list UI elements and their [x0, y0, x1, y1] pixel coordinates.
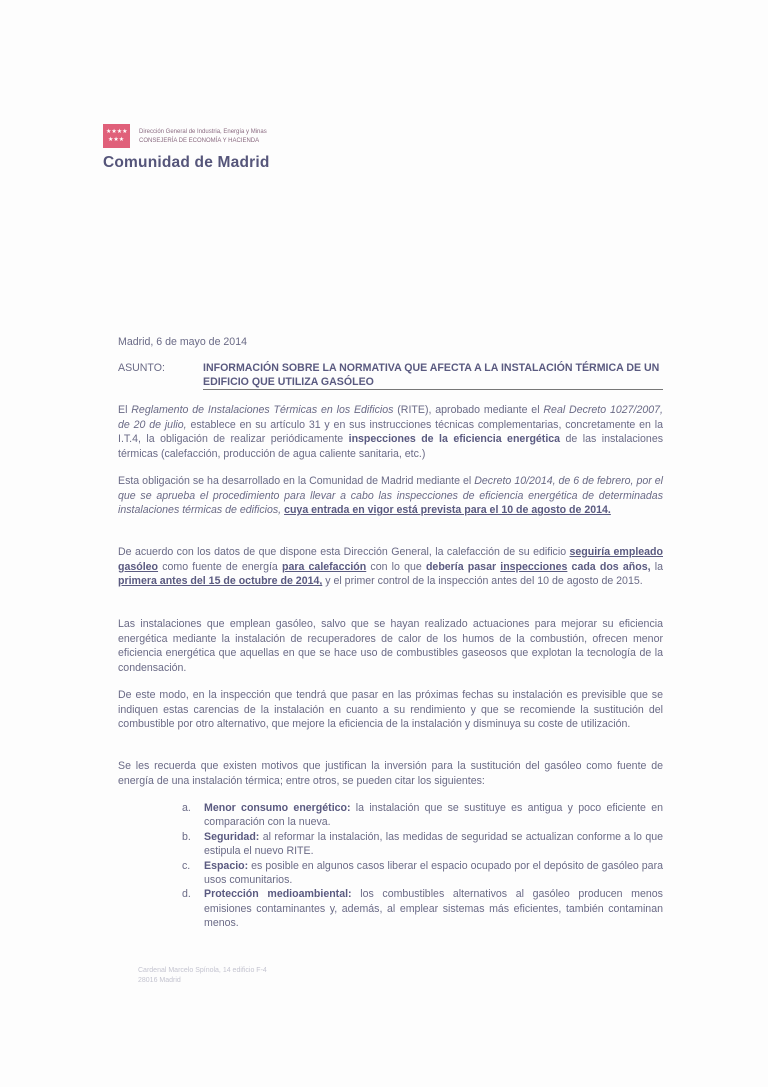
list-item [182, 887, 663, 930]
text-segment: b. [182, 830, 191, 843]
text-segment: Seguridad: [204, 830, 260, 843]
text-segment: De este modo, en la inspección que tendrá que pasar en las próximas fechas su instalación es previsible que se indiquen estas carencias de la instalación en cuanto a su rendimiento y que se recomiende la sustitución del combustible por otro alternativo, que mejore la eficiencia de la instalación y disminuya su coste de utilización. [118, 689, 663, 731]
text-segment: Las instalaciones que emplean gasóleo, salvo que se hayan realizado actuaciones para mejorar su eficiencia energética mediante la instalación de recuperadores de calor de los humos de la combustión, ofrecen menor eficiencia energética que aquellas en que se hace uso de combustibles gaseosos que explotan la tecnología de la condensación. [118, 618, 663, 674]
paragraph-inspeccion [118, 688, 663, 732]
text-segment: establece en su artículo 31 y en sus instrucciones técnicas complementarias, concretamente en la I.T.4, la obligación de realizar periódicamente [118, 418, 664, 446]
text-segment: Decreto 10/2014, de 6 de febrero, por el que se aprueba el procedimiento para llevar a cabo las inspecciones de eficiencia energética de determinadas instalaciones térmicas de edificios, [118, 475, 663, 517]
text-segment: El [118, 404, 132, 416]
text-segment: 28016 Madrid [138, 977, 181, 984]
text-segment: inspecciones de la eficiencia energética [348, 433, 561, 446]
paragraph-decreto [118, 474, 663, 518]
text-segment: d. [182, 888, 191, 901]
text-segment: Se les recuerda que existen motivos que justifican la inversión para la sustitución del gasóleo como fuente de energía de una instalación térmica; entre otros, se pueden citar los siguientes: [118, 760, 663, 787]
text-segment: c. [182, 859, 191, 872]
text-segment: Cardenal Marcelo Spínola, 14 edificio F-4 [138, 967, 267, 974]
text-segment: De acuerdo con los datos de que dispone esta Dirección General, la calefacción de su edificio [118, 546, 570, 558]
text-segment: Real Decreto 1027/2007, de 20 de julio, [118, 404, 664, 431]
text-segment: Esta obligación se ha desarrollado en la Comunidad de Madrid mediante el [118, 475, 475, 487]
paragraph-datos [118, 545, 663, 589]
text-segment: cuya entrada en vigor está prevista para el 10 de agosto de 2014. [284, 504, 611, 517]
list-item [182, 801, 663, 830]
text-segment: primera antes del 15 de octubre de 2014, [118, 575, 323, 588]
text-segment: Menor consumo energético: [204, 802, 351, 814]
text-segment: al reformar la instalación, las medidas de seguridad se actualizan conforme a lo que estipula el nuevo RITE. [204, 830, 663, 858]
text-segment: debería pasar [425, 560, 497, 573]
paragraph-rite [118, 403, 663, 461]
madrid-flag-logo: ★★★★ ★★★ [103, 124, 130, 148]
paragraph-motivos [118, 759, 663, 788]
text-segment: Espacio: [204, 859, 249, 872]
text-segment: seguiría empleado gasóleo [118, 546, 663, 573]
reasons-list [182, 801, 663, 931]
text-segment: los combustibles alternativos al gasóleo producen menos emisiones contaminantes y, además, al emplear sistemas más eficientes, también contaminan menos. [204, 888, 663, 930]
text-segment: (RITE), aprobado mediante el [393, 404, 544, 416]
department-name: Dirección General de Industria, Energía y Minas [139, 129, 267, 135]
subject-text: INFORMACIÓN SOBRE LA NORMATIVA QUE AFECTA A LA INSTALACIÓN TÉRMICA DE UN EDIFICIO QUE UTILIZA GASÓLEO [203, 362, 663, 390]
text-segment: como fuente de energía [158, 560, 282, 573]
ministry-name: CONSEJERÍA DE ECONOMÍA Y HACIENDA [139, 138, 260, 144]
footer-address [138, 966, 267, 986]
text-segment: la [650, 560, 663, 573]
text-segment: cada dos años, [571, 560, 651, 573]
list-item [182, 859, 663, 888]
text-segment: para calefacción [281, 560, 367, 573]
text-segment: Protección medioambiental: [204, 888, 352, 901]
text-segment: a. [182, 802, 191, 814]
text-segment: Reglamento de Instalaciones Térmicas en los Edificios [131, 404, 394, 416]
text-segment: inspecciones [500, 560, 568, 573]
text-segment: es posible en algunos casos liberar el espacio ocupado por el depósito de gasóleo para usos comunitarios. [204, 859, 663, 887]
list-item [182, 830, 663, 859]
paragraph-gasoleo [118, 617, 663, 675]
text-segment: la instalación que se sustituye es antigua y poco eficiente en comparación con la nueva. [204, 802, 663, 829]
text-segment: con lo que [366, 560, 426, 573]
letter-date: Madrid, 6 de mayo de 2014 [118, 336, 247, 348]
text-segment: y el primer control de la inspección antes del 10 de agosto de 2015. [322, 575, 643, 588]
text-segment: de las instalaciones térmicas (calefacción, producción de agua caliente sanitaria, etc.) [118, 433, 664, 460]
brand-name: Comunidad de Madrid [103, 154, 270, 171]
subject-label: ASUNTO: [118, 362, 165, 374]
